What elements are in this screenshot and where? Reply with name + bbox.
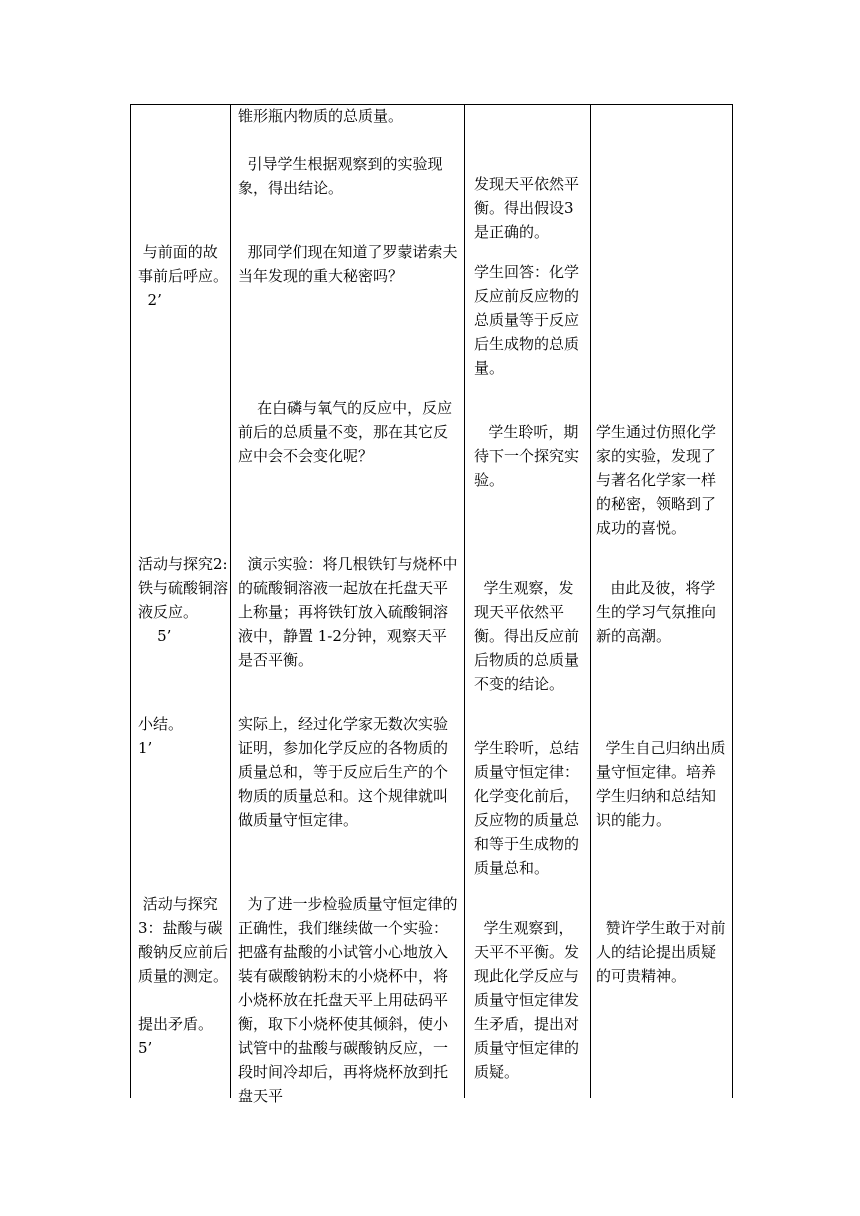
- row1-col2-text-c: 那同学们现在知道了罗蒙诺索夫当年发现的重大秘密吗？: [238, 243, 458, 285]
- row2-col3-text: 学生聆听，期待下一个探究实验。: [474, 423, 580, 489]
- row4-col2-text: 实际上，经过化学家无数次实验证明，参加化学反应的各物质的质量总和，等于反应后生产的个物质的质量总和。这个规律就叫做质量守恒定律。: [238, 715, 449, 829]
- row4-col3-text: 学生聆听，总结质量守恒定律：化学变化前后，反应物的质量总和等于生成物的质量总和。: [474, 739, 580, 877]
- row1-col3-text-a: 发现天平依然平衡。得出假设3是正确的。: [474, 175, 580, 241]
- table-border-left: [130, 104, 131, 1098]
- column-divider-2: [464, 104, 465, 1098]
- table-border-right: [732, 104, 733, 1098]
- row3-col1-text: 活动与探究2:铁与硫酸铜溶液反应。 5’: [138, 555, 229, 645]
- row5-col2-text: 为了进一步检验质量守恒定律的正确性，我们继续做一个实验：把盛有盐酸的小试管小心地放入装有碳酸钠粉末的小烧杯中，将小烧杯放在托盘天平上用砝码平衡，取下小烧杯使其倾斜，使小试管中的盐酸与碳酸钠反应，一段时间冷却后，再将烧杯放到托盘天平: [238, 895, 458, 1105]
- row1-col3-text-b: 学生回答：化学反应前反应物的总质量等于反应后生成物的总质量。: [474, 263, 580, 377]
- column-divider-1: [230, 104, 231, 1098]
- row3-col3-text: 学生观察，发现天平依然平衡。得出反应前后物质的总质量不变的结论。: [474, 579, 580, 693]
- row5-col1-text: 活动与探究3：盐酸与碳酸钠反应前后质量的测定。 提出矛盾。 5’: [138, 895, 229, 1057]
- row5-col3-text: 学生观察到，天平不平衡。发现此化学反应与质量守恒定律发生矛盾，提出对质量守恒定律的质疑。: [474, 919, 580, 1081]
- row3-col2-text: 演示实验：将几根铁钉与烧杯中的硫酸铜溶液一起放在托盘天平上称量；再将铁钉放入硫酸铜溶液中，静置 1-2分钟，观察天平是否平衡。: [238, 555, 458, 669]
- row5-col4-text: 赞许学生敢于对前人的结论提出质疑的可贵精神。: [596, 919, 726, 985]
- row2-col4-text: 学生通过仿照化学家的实验，发现了与著名化学家一样的秘密，领略到了成功的喜悦。: [596, 423, 717, 537]
- row1-col2-text-b: 引导学生根据观察到的实验现象，得出结论。: [238, 155, 443, 197]
- column-divider-3: [590, 104, 591, 1098]
- row2-col2-text: 在白磷与氧气的反应中，反应前后的总质量不变，那在其它反应中会不会变化呢？: [238, 399, 453, 465]
- col4-top-border: [590, 104, 732, 105]
- row1-col1-text: 与前面的故事前后呼应。 2’: [138, 243, 229, 309]
- row1-col2-text-a: 锥形瓶内物质的总质量。: [238, 107, 404, 125]
- row3-col4-text: 由此及彼，将学生的学习气氛推向新的高潮。: [596, 579, 717, 645]
- row4-col4-text: 学生自己归纳出质量守恒定律。培养学生归纳和总结知识的能力。: [596, 739, 726, 829]
- row4-col1-text: 小结。 1’: [138, 715, 184, 757]
